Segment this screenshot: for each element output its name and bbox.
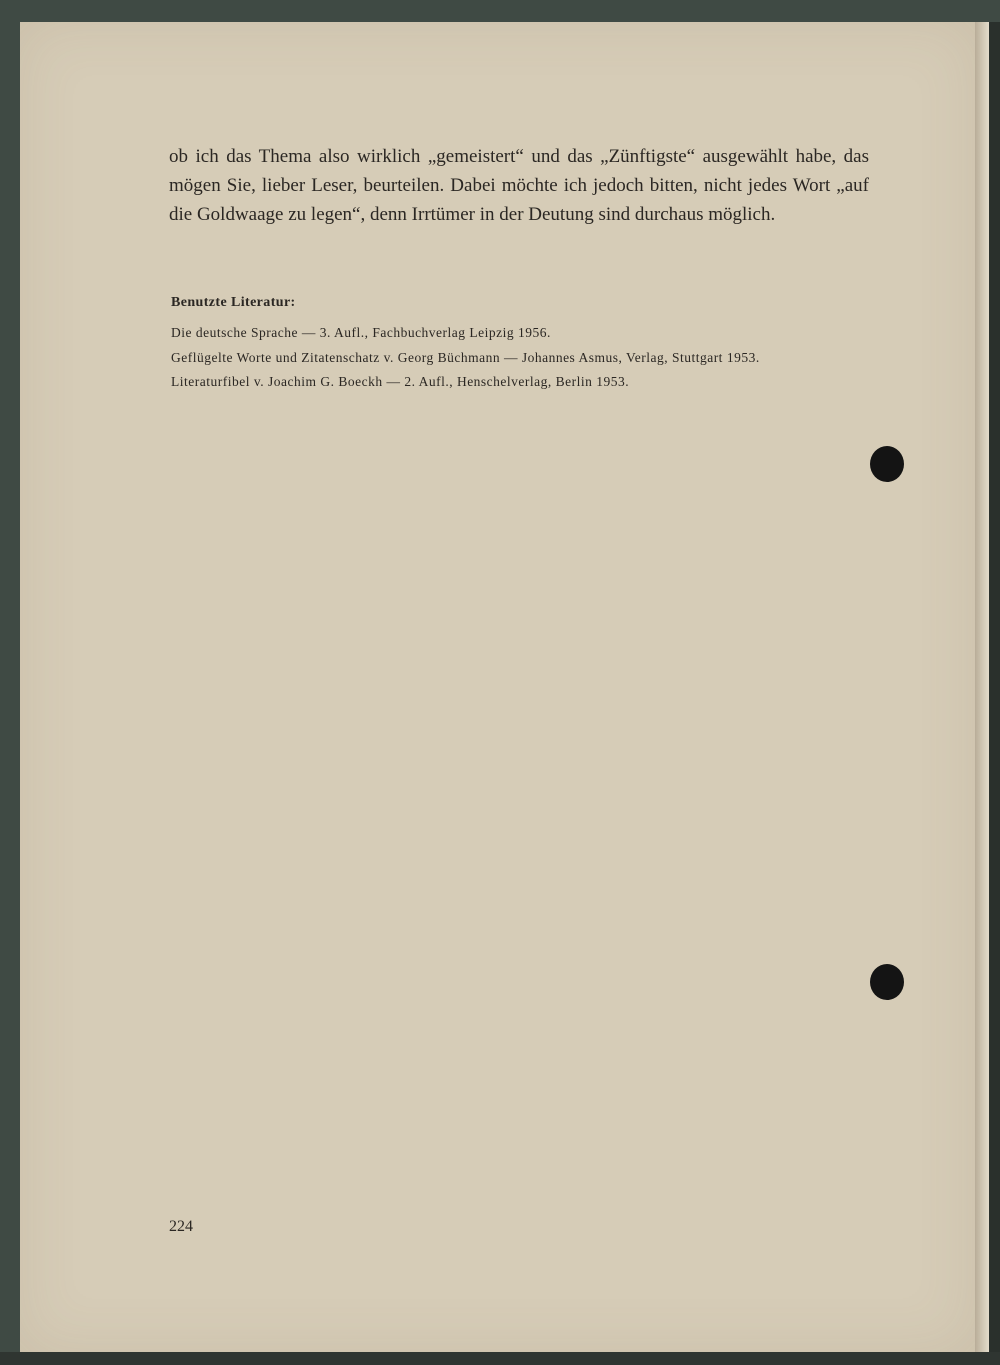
literature-entry: Literaturfibel v. Joachim G. Boeckh — 2. Aufl., Henschelverlag, Berlin 1953. <box>171 374 630 389</box>
punch-hole <box>870 446 904 482</box>
document-page <box>20 22 975 1352</box>
literature-heading: Benutzte Literatur: <box>171 295 296 310</box>
literature-entry: Die deutsche Sprache — 3. Aufl., Fachbuchverlag Leipzig 1956. <box>171 325 551 340</box>
body-paragraph: ob ich das Thema also wirklich „gemeistert“ und das „Zünftigste“ ausgewählt habe, das mögen Sie, lieber Leser, beurteilen. Dabei möchte ich jedoch bitten, nicht jedes Wort „auf die Goldwaage zu legen“, denn Irrtümer in der Deutung sind durchaus möglich. <box>169 146 869 225</box>
punch-hole <box>870 964 904 1000</box>
literature-entry: Geflügelte Worte und Zitatenschatz v. Georg Büchmann — Johannes Asmus, Verlag, Stuttgart 1953. <box>171 349 760 365</box>
page-edge <box>975 22 989 1352</box>
page-number: 224 <box>169 1218 193 1235</box>
scan-background <box>0 1352 1000 1365</box>
binder-edge <box>989 22 1000 1365</box>
literature-list <box>171 324 871 398</box>
